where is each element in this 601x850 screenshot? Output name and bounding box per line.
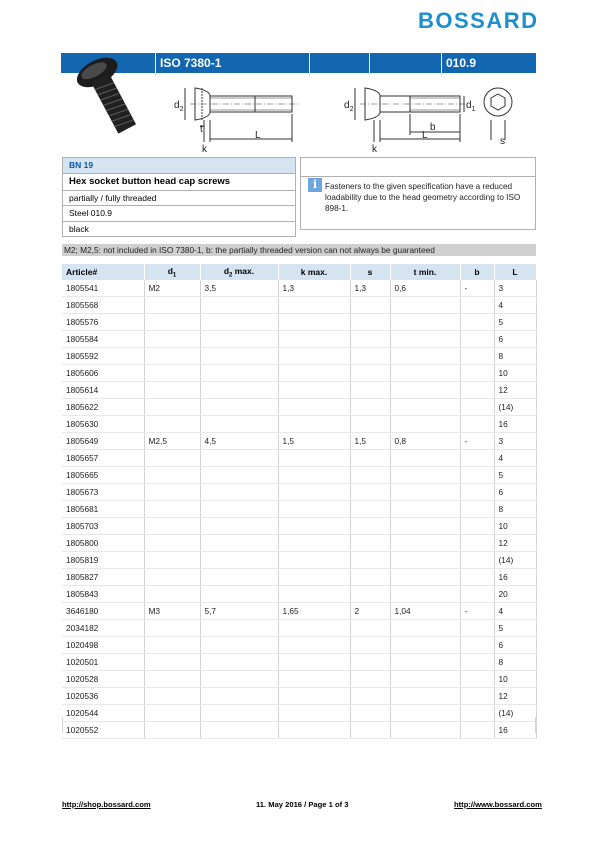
- table-cell: 1805673: [62, 484, 144, 501]
- table-cell: [200, 297, 278, 314]
- table-cell: 4,5: [200, 433, 278, 450]
- table-cell: 1020498: [62, 637, 144, 654]
- b-label: b: [430, 122, 436, 133]
- table-cell: 1,65: [278, 603, 350, 620]
- header-t: t min.: [390, 264, 460, 280]
- table-cell: [278, 535, 350, 552]
- table-cell: 1,5: [350, 433, 390, 450]
- table-cell: [350, 467, 390, 484]
- table-cell: 16: [494, 569, 536, 586]
- table-row: [62, 348, 536, 365]
- footer-center: 11. May 2016 / Page 1 of 3: [256, 800, 349, 809]
- table-cell: [460, 399, 494, 416]
- table-cell: 6: [494, 331, 536, 348]
- table-cell: [144, 688, 200, 705]
- table-cell: [460, 314, 494, 331]
- table-row: [62, 586, 536, 603]
- article-table: [62, 264, 537, 739]
- header-s: s: [350, 264, 390, 280]
- table-cell: [390, 331, 460, 348]
- note-text: Fasteners to the given specification have a reduced loadability due to the head geometry according to ISO 898-1.: [325, 182, 521, 213]
- table-cell: [200, 586, 278, 603]
- table-cell: 1805576: [62, 314, 144, 331]
- table-cell: [200, 348, 278, 365]
- table-cell: [278, 365, 350, 382]
- table-cell: [350, 297, 390, 314]
- table-row: [62, 671, 536, 688]
- table-cell: [144, 535, 200, 552]
- table-cell: [200, 416, 278, 433]
- table-cell: [200, 688, 278, 705]
- header-blank-cell: [370, 53, 442, 73]
- table-cell: [278, 331, 350, 348]
- table-cell: 5: [494, 467, 536, 484]
- table-cell: [350, 518, 390, 535]
- table-row: [62, 569, 536, 586]
- screw-photo: [75, 52, 150, 137]
- table-cell: 16: [494, 722, 536, 739]
- table-cell: -: [460, 603, 494, 620]
- table-cell: [390, 314, 460, 331]
- table-cell: 1020552: [62, 722, 144, 739]
- table-cell: [200, 569, 278, 586]
- table-cell: 3: [494, 433, 536, 450]
- table-cell: 1805800: [62, 535, 144, 552]
- table-cell: 1,3: [278, 280, 350, 297]
- grade-label: 010.9: [446, 56, 477, 70]
- table-row: [62, 654, 536, 671]
- t-label: t: [200, 124, 203, 135]
- table-cell: [350, 450, 390, 467]
- table-cell: [460, 348, 494, 365]
- table-cell: [460, 535, 494, 552]
- table-cell: [460, 467, 494, 484]
- d1-label: $d_1$: [466, 100, 476, 113]
- table-cell: [144, 569, 200, 586]
- footer-right: [454, 800, 542, 809]
- table-row: [62, 365, 536, 382]
- table-cell: M2: [144, 280, 200, 297]
- table-cell: [350, 620, 390, 637]
- table-cell: 1805541: [62, 280, 144, 297]
- table-cell: [460, 620, 494, 637]
- table-cell: [144, 552, 200, 569]
- table-cell: [350, 314, 390, 331]
- table-cell: [278, 688, 350, 705]
- table-cell: 1805827: [62, 569, 144, 586]
- table-cell: [350, 671, 390, 688]
- table-cell: 3,5: [200, 280, 278, 297]
- table-cell: [350, 586, 390, 603]
- table-cell: [460, 297, 494, 314]
- table-cell: [390, 637, 460, 654]
- table-cell: [278, 314, 350, 331]
- table-cell: [350, 535, 390, 552]
- table-cell: 1805819: [62, 552, 144, 569]
- table-cell: [390, 620, 460, 637]
- table-cell: [390, 348, 460, 365]
- table-cell: [278, 569, 350, 586]
- header-d1: $d_1$: [144, 264, 200, 280]
- table-cell: [200, 399, 278, 416]
- note-box: [300, 157, 536, 230]
- table-cell: 0,6: [390, 280, 460, 297]
- table-row: [62, 416, 536, 433]
- table-cell: 4: [494, 603, 536, 620]
- table-row: [62, 484, 536, 501]
- product-material: Steel 010.9: [63, 206, 295, 222]
- website-link[interactable]: http://www.bossard.com: [454, 800, 542, 809]
- table-cell: 0,8: [390, 433, 460, 450]
- table-cell: [460, 450, 494, 467]
- table-cell: M3: [144, 603, 200, 620]
- product-code: BN 19: [63, 158, 295, 174]
- table-cell: 1,04: [390, 603, 460, 620]
- table-cell: [390, 297, 460, 314]
- table-cell: 1805568: [62, 297, 144, 314]
- table-cell: [200, 535, 278, 552]
- table-cell: 6: [494, 484, 536, 501]
- table-cell: [278, 552, 350, 569]
- technical-drawing: [160, 80, 520, 155]
- table-cell: 20: [494, 586, 536, 603]
- table-row: [62, 603, 536, 620]
- table-row: [62, 467, 536, 484]
- table-cell: [390, 552, 460, 569]
- L-label: L: [255, 130, 261, 141]
- table-row: [62, 314, 536, 331]
- product-threading: partially / fully threaded: [63, 191, 295, 207]
- table-cell: [460, 365, 494, 382]
- table-cell: [200, 365, 278, 382]
- table-cell: [460, 586, 494, 603]
- table-cell: 1805843: [62, 586, 144, 603]
- table-cell: 5,7: [200, 603, 278, 620]
- table-cell: [278, 467, 350, 484]
- table-row: [62, 331, 536, 348]
- table-cell: -: [460, 433, 494, 450]
- table-cell: [350, 399, 390, 416]
- table-cell: [460, 671, 494, 688]
- table-cell: [390, 518, 460, 535]
- table-cell: [460, 688, 494, 705]
- table-cell: [350, 416, 390, 433]
- table-row: [62, 297, 536, 314]
- header-blank-cell: [310, 53, 370, 73]
- product-finish: black: [63, 222, 295, 238]
- table-cell: 1805630: [62, 416, 144, 433]
- table-cell: [144, 297, 200, 314]
- table-cell: [390, 484, 460, 501]
- table-cell: 1020544: [62, 705, 144, 722]
- k-label: k: [202, 144, 207, 155]
- table-cell: [200, 467, 278, 484]
- table-cell: [390, 365, 460, 382]
- table-cell: 1,5: [278, 433, 350, 450]
- header-article: Article#: [62, 264, 144, 280]
- header-b: b: [460, 264, 494, 280]
- table-cell: [200, 484, 278, 501]
- s-label: s: [500, 136, 505, 147]
- table-cell: [278, 671, 350, 688]
- table-cell: [390, 450, 460, 467]
- table-cell: 1805584: [62, 331, 144, 348]
- table-cell: 4: [494, 450, 536, 467]
- table-cell: 10: [494, 365, 536, 382]
- table-row: [62, 280, 536, 297]
- bossard-logo: BOSSARD: [418, 8, 539, 33]
- table-cell: [144, 637, 200, 654]
- table-cell: [278, 501, 350, 518]
- table-cell: [390, 688, 460, 705]
- table-cell: [278, 348, 350, 365]
- table-cell: [350, 637, 390, 654]
- table-cell: [350, 331, 390, 348]
- table-tail: [62, 717, 536, 733]
- table-cell: 4: [494, 297, 536, 314]
- table-cell: 3: [494, 280, 536, 297]
- table-cell: -: [460, 280, 494, 297]
- table-cell: [144, 365, 200, 382]
- table-row: [62, 552, 536, 569]
- table-cell: [390, 416, 460, 433]
- table-cell: [144, 416, 200, 433]
- table-cell: [278, 297, 350, 314]
- table-cell: [200, 518, 278, 535]
- table-cell: [460, 518, 494, 535]
- table-row: [62, 382, 536, 399]
- table-cell: [278, 416, 350, 433]
- k-label-2: k: [372, 144, 377, 155]
- table-header-row: [62, 264, 536, 280]
- table-cell: [390, 569, 460, 586]
- table-cell: [350, 552, 390, 569]
- table-cell: [390, 535, 460, 552]
- table-cell: [200, 552, 278, 569]
- table-cell: (14): [494, 399, 536, 416]
- table-cell: 2034182: [62, 620, 144, 637]
- table-cell: [460, 569, 494, 586]
- table-cell: 1020501: [62, 654, 144, 671]
- table-cell: [144, 586, 200, 603]
- table-cell: 12: [494, 688, 536, 705]
- header-d2: $d_2$ max.: [200, 264, 278, 280]
- table-cell: [350, 382, 390, 399]
- table-cell: 1020528: [62, 671, 144, 688]
- table-cell: 1,3: [350, 280, 390, 297]
- table-cell: [390, 586, 460, 603]
- table-cell: [144, 518, 200, 535]
- table-cell: [144, 484, 200, 501]
- table-cell: [200, 637, 278, 654]
- table-cell: [460, 637, 494, 654]
- table-cell: 16: [494, 416, 536, 433]
- table-cell: [390, 467, 460, 484]
- table-cell: [460, 331, 494, 348]
- table-cell: [460, 552, 494, 569]
- table-cell: 1805592: [62, 348, 144, 365]
- table-cell: [390, 382, 460, 399]
- table-cell: [144, 450, 200, 467]
- table-cell: 10: [494, 518, 536, 535]
- table-row: [62, 637, 536, 654]
- table-cell: 8: [494, 348, 536, 365]
- table-row: [62, 688, 536, 705]
- table-cell: [144, 331, 200, 348]
- table-cell: [200, 314, 278, 331]
- table-row: [62, 433, 536, 450]
- table-cell: [144, 314, 200, 331]
- table-cell: [200, 620, 278, 637]
- table-cell: [200, 654, 278, 671]
- table-cell: 2: [350, 603, 390, 620]
- product-info-box: [62, 157, 296, 237]
- table-cell: [460, 654, 494, 671]
- table-cell: [144, 671, 200, 688]
- table-cell: 10: [494, 671, 536, 688]
- table-cell: M2,5: [144, 433, 200, 450]
- table-cell: 12: [494, 535, 536, 552]
- table-cell: [460, 416, 494, 433]
- table-cell: [350, 688, 390, 705]
- table-row: [62, 535, 536, 552]
- header-L: L: [494, 264, 536, 280]
- table-cell: 5: [494, 314, 536, 331]
- d2-label: $d_2$: [174, 100, 184, 113]
- L-label-2: L: [422, 130, 428, 141]
- table-cell: [144, 467, 200, 484]
- table-cell: [390, 654, 460, 671]
- table-cell: [350, 484, 390, 501]
- table-cell: 1805665: [62, 467, 144, 484]
- table-cell: [144, 399, 200, 416]
- footer-left: [62, 800, 151, 809]
- table-cell: [350, 654, 390, 671]
- table-cell: 1805614: [62, 382, 144, 399]
- table-cell: 1805606: [62, 365, 144, 382]
- table-cell: 12: [494, 382, 536, 399]
- table-row: [62, 501, 536, 518]
- table-cell: [350, 569, 390, 586]
- table-cell: [278, 450, 350, 467]
- table-cell: [460, 484, 494, 501]
- table-cell: [278, 620, 350, 637]
- table-cell: [200, 382, 278, 399]
- table-cell: [144, 620, 200, 637]
- table-cell: 1805649: [62, 433, 144, 450]
- table-cell: 8: [494, 501, 536, 518]
- table-cell: [278, 399, 350, 416]
- table-cell: (14): [494, 705, 536, 722]
- d2-label-2: $d_2$: [344, 100, 354, 113]
- note-box-header: [301, 158, 535, 177]
- table-cell: [278, 484, 350, 501]
- table-cell: [390, 671, 460, 688]
- table-cell: [460, 501, 494, 518]
- table-cell: 1805681: [62, 501, 144, 518]
- table-cell: 5: [494, 620, 536, 637]
- shop-link[interactable]: http://shop.bossard.com: [62, 800, 151, 809]
- table-cell: [350, 348, 390, 365]
- table-cell: [144, 348, 200, 365]
- table-cell: [144, 382, 200, 399]
- table-cell: [144, 501, 200, 518]
- table-cell: [350, 365, 390, 382]
- table-cell: [278, 586, 350, 603]
- table-cell: 1805657: [62, 450, 144, 467]
- table-cell: 1805622: [62, 399, 144, 416]
- table-cell: [200, 501, 278, 518]
- table-cell: [144, 654, 200, 671]
- table-cell: [278, 654, 350, 671]
- table-cell: [390, 501, 460, 518]
- table-cell: (14): [494, 552, 536, 569]
- product-name: Hex socket button head cap screws: [63, 174, 295, 191]
- table-cell: 3646180: [62, 603, 144, 620]
- table-cell: [278, 518, 350, 535]
- table-row: [62, 450, 536, 467]
- table-row: [62, 399, 536, 416]
- table-row: [62, 620, 536, 637]
- info-icon: i: [308, 178, 322, 192]
- table-cell: [460, 382, 494, 399]
- table-cell: [200, 331, 278, 348]
- table-cell: [278, 382, 350, 399]
- table-cell: [350, 501, 390, 518]
- table-cell: [278, 637, 350, 654]
- table-cell: 8: [494, 654, 536, 671]
- table-body: [62, 280, 536, 739]
- table-cell: 6: [494, 637, 536, 654]
- table-cell: [200, 450, 278, 467]
- standard-label: ISO 7380-1: [156, 53, 310, 73]
- table-cell: [200, 671, 278, 688]
- table-row: [62, 518, 536, 535]
- table-cell: [390, 399, 460, 416]
- header-k: k max.: [278, 264, 350, 280]
- table-cell: 1020536: [62, 688, 144, 705]
- table-cell: 1805703: [62, 518, 144, 535]
- remark-bar: M2; M2,5: not included in ISO 7380-1, b: the partially threaded version can not always be guaranteed: [62, 244, 536, 256]
